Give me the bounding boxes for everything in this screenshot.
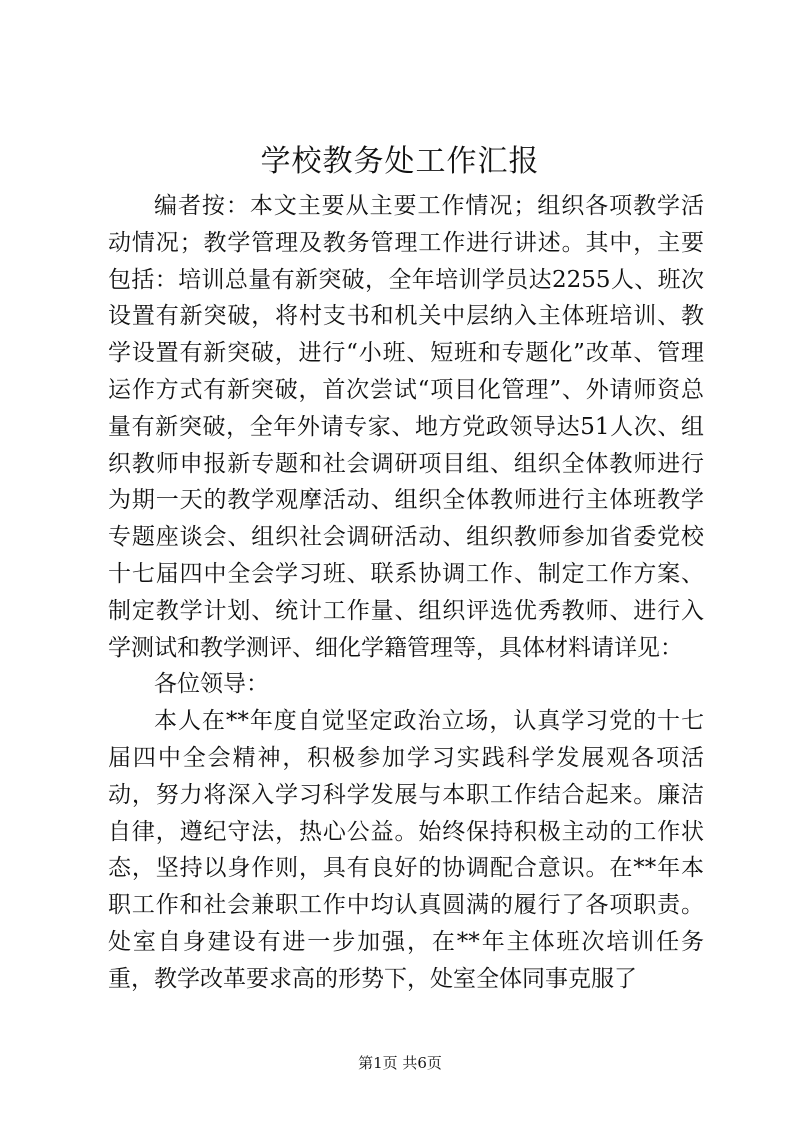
document-title: 学校教务处工作汇报 (260, 144, 540, 179)
body-paragraph: 本人在**年度自觉坚定政治立场，认真学习党的十七届四中全会精神，积极参加学习实践科学发展观各项活动，努力将深入学习科学发展与本职工作结合起来。廉洁自律，遵纪守法，热心公益。始终保持积极主动的工作状态，坚持以身作则，具有良好的协调配合意识。在**年本职工作和社会兼职工作中均认真圆满的履行了各项职责。处室自身建设有进一步加强，在**年主体班次培训任务重，教学改革要求高的形势下，处室全体同事克服了 (108, 708, 704, 992)
document-body (108, 188, 704, 998)
editor-note-paragraph: 编者按：本文主要从主要工作情况；组织各项教学活动情况；教学管理及教务管理工作进行讲述。其中，主要包括：培训总量有新突破，全年培训学员达2255人、班次设置有新突破，将村支书和机关中层纳入主体班培训、教学设置有新突破，进行“小班、短班和专题化”改革、管理运作方式有新突破，首次尝试“项目化管理”、外请师资总量有新突破，全年外请专家、地方党政领导达51人次、组织教师申报新专题和社会调研项目组、组织全体教师进行为期一天的教学观摩活动、组织全体教师进行主体班教学专题座谈会、组织社会调研活动、组织教师参加省委党校十七届四中全会学习班、联系协调工作、制定工作方案、制定教学计划、统计工作量、组织评选优秀教师、进行入学测试和教学测评、细化学籍管理等，具体材料请详见： (108, 193, 704, 661)
page-footer (0, 1053, 800, 1073)
salutation-paragraph: 各位领导： (154, 671, 269, 698)
page-total: 共6页 (402, 1054, 442, 1072)
page-number: 第1页 (358, 1054, 398, 1072)
